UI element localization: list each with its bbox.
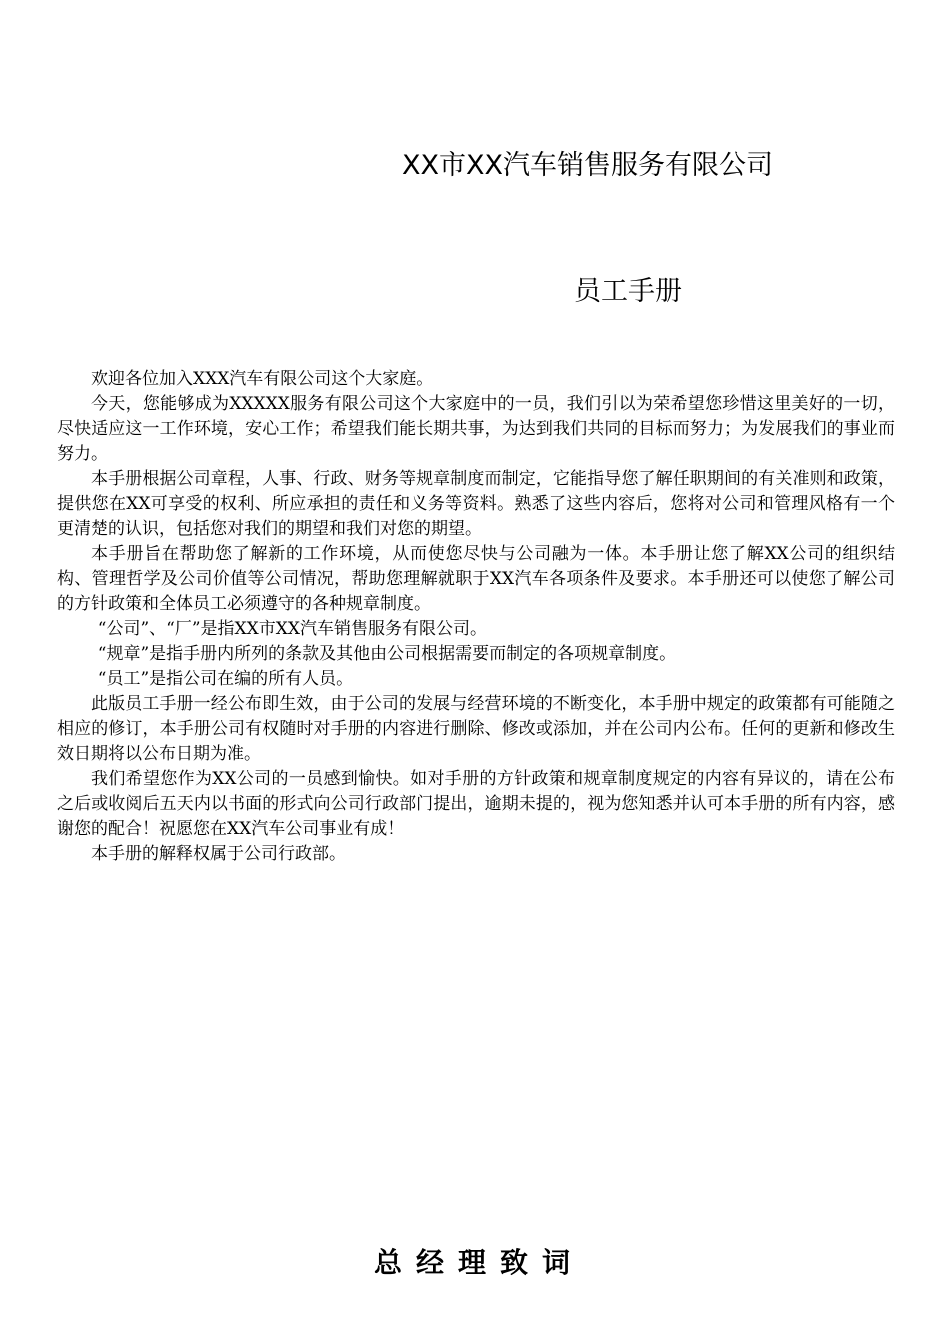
paragraph-today: 今天，您能够成为XXXXX服务有限公司这个大家庭中的一员，我们引以为荣希望您珍惜这里美好的一切，尽快适应这一工作环境，安心工作；希望我们能长期共事，为达到我们共同的目标而努力；为发展我们的事业而努力。 <box>57 394 895 464</box>
definition-employee: “员工”是指公司在编的所有人员。 <box>97 669 354 689</box>
gm-message-heading: 总经理致词 <box>374 1246 585 1279</box>
definition-rules: “规章”是指手册内所列的条款及其他由公司根据需要而制定的各项规章制度。 <box>97 644 677 664</box>
paragraph-welcome: 欢迎各位加入XXX汽车有限公司这个大家庭。 <box>91 369 434 389</box>
paragraph-effective: 此版员工手册一经公布即生效，由于公司的发展与经营环境的不断变化，本手册中规定的政策都有可能随之相应的修订，本手册公司有权随时对手册的内容进行删除、修改或添加，并在公司内公布。任何的更新和修改生效日期将以公布日期为准。 <box>57 694 895 764</box>
paragraph-interpretation: 本手册的解释权属于公司行政部。 <box>91 844 346 864</box>
definition-company: “公司”、“厂”是指XX市XX汽车销售服务有限公司。 <box>97 619 487 639</box>
welcome-body <box>57 367 895 867</box>
paragraph-basis: 本手册根据公司章程，人事、行政、财务等规章制度而制定，它能指导您了解任职期间的有关准则和政策，提供您在XX可享受的权利、所应承担的责任和义务等资料。熟悉了这些内容后，您将对公司和管理风格有一个更清楚的认识，包括您对我们的期望和我们对您的期望。 <box>57 469 895 539</box>
paragraph-purpose: 本手册旨在帮助您了解新的工作环境，从而使您尽快与公司融为一体。本手册让您了解XX公司的组织结构、管理哲学及公司价值等公司情况，帮助您理解就职于XX汽车各项条件及要求。本手册还可以使您了解公司的方针政策和全体员工必须遵守的各种规章制度。 <box>57 544 895 614</box>
paragraph-hope: 我们希望您作为XX公司的一员感到愉快。如对手册的方针政策和规章制度规定的内容有异议的，请在公布之后或收阅后五天内以书面的形式向公司行政部门提出，逾期未提的，视为您知悉并认可本手册的所有内容，感谢您的配合！祝愿您在XX汽车公司事业有成！ <box>57 769 895 839</box>
handbook-title: 员工手册 <box>574 276 682 307</box>
company-title: XX市XX汽车销售服务有限公司 <box>402 150 773 181</box>
